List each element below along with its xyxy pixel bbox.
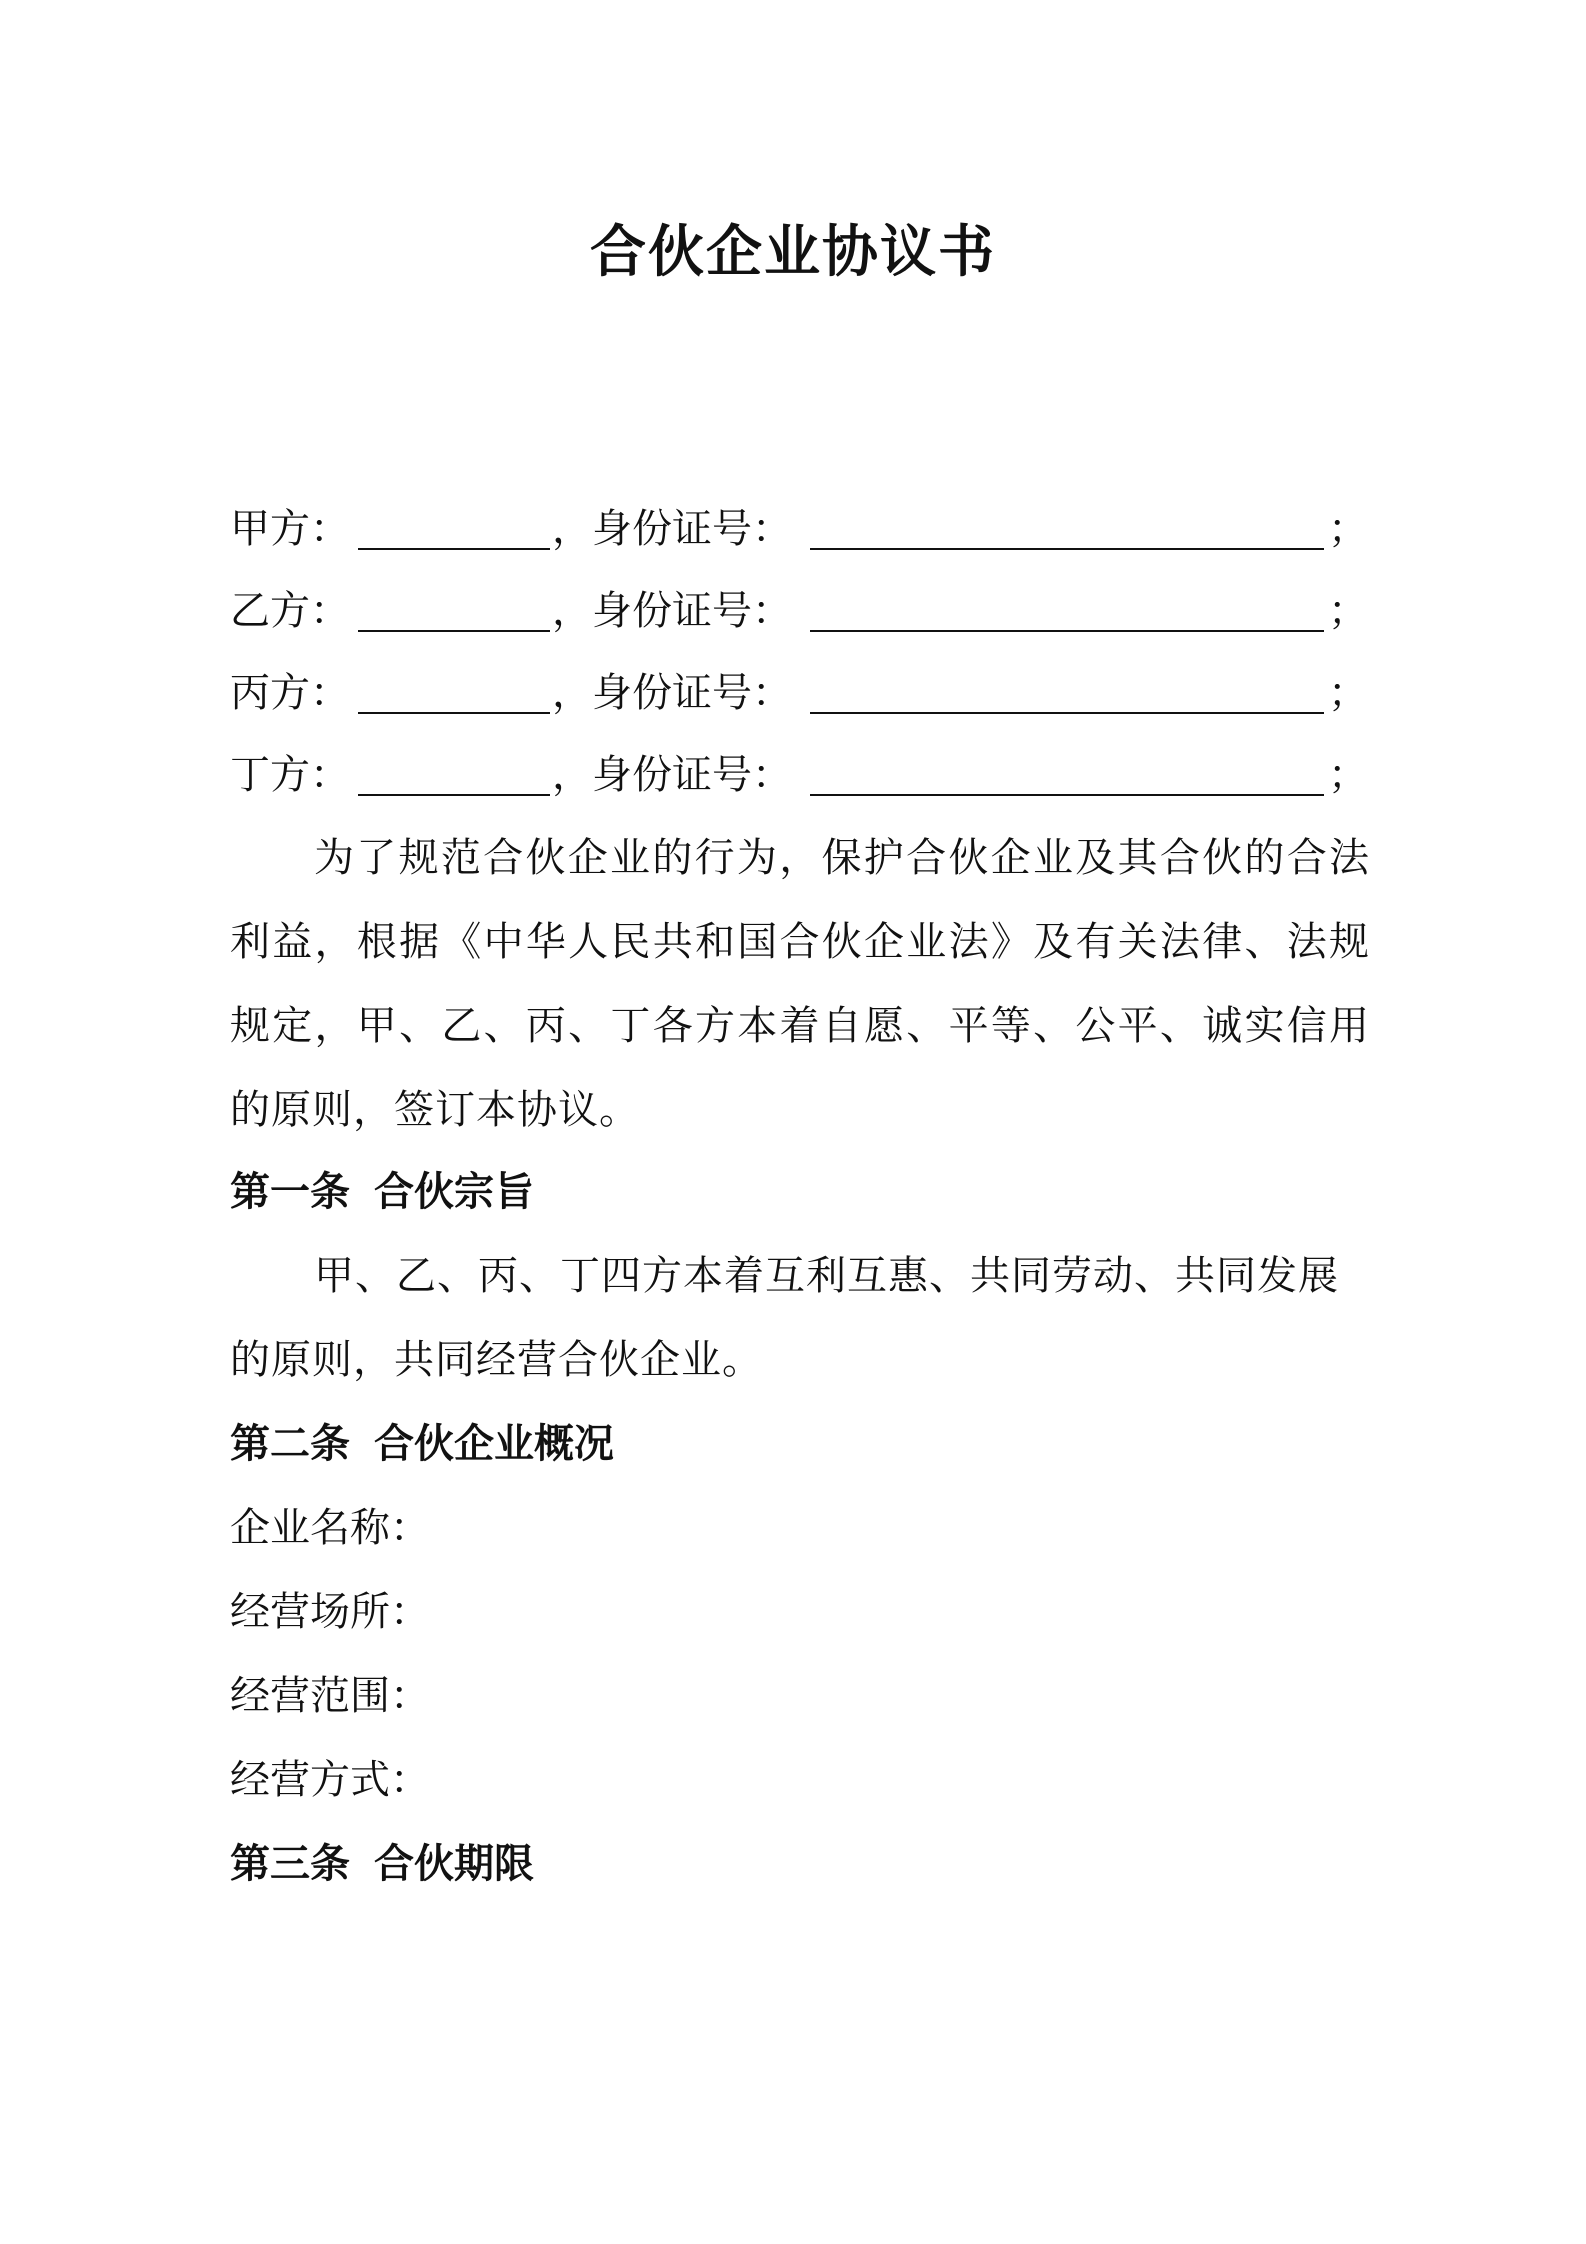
party-comma: ， (552, 670, 592, 716)
party-id-label: 身份证号： (592, 588, 792, 634)
party-id-blank (810, 712, 1324, 714)
field-business-scope: 经营范围： (230, 1673, 430, 1719)
party-comma: ， (552, 752, 592, 798)
field-business-location: 经营场所： (230, 1589, 430, 1635)
party-name-blank (358, 794, 550, 796)
party-row-b (230, 576, 1370, 646)
party-id-label: 身份证号： (592, 670, 792, 716)
article-1-body: 甲、乙、丙、丁四方本着互利互惠、共同劳动、共同发展的原则，共同经营合伙企业。 (230, 1253, 1339, 1383)
article-title: 合伙宗旨 (374, 1169, 534, 1215)
party-comma: ， (552, 588, 592, 634)
party-id-blank (810, 630, 1324, 632)
party-id-label: 身份证号： (592, 506, 792, 552)
party-label: 丁方： (230, 752, 350, 798)
article-title: 合伙企业概况 (374, 1421, 614, 1467)
party-label: 甲方： (230, 506, 350, 552)
party-comma: ， (552, 506, 592, 552)
party-row-a (230, 494, 1370, 564)
party-label: 乙方： (230, 588, 350, 634)
party-name-blank (358, 548, 550, 550)
article-3-heading (230, 1822, 534, 1906)
party-label: 丙方： (230, 670, 350, 716)
party-id-label: 身份证号： (592, 752, 792, 798)
party-row-d (230, 740, 1370, 810)
party-semicolon: ； (1328, 752, 1368, 798)
preamble-paragraph: 为了规范合伙企业的行为，保护合伙企业及其合伙的合法利益，根据《中华人民共和国合伙企业法》及有关法律、法规规定，甲、乙、丙、丁各方本着自愿、平等、公平、诚实信用的原则，签订本协议。 (230, 835, 1370, 1133)
article-number: 第三条 (230, 1841, 350, 1887)
field-company-name: 企业名称： (230, 1505, 430, 1551)
document-title: 合伙企业协议书 (590, 220, 996, 285)
article-1-heading (230, 1150, 534, 1234)
field-business-mode: 经营方式： (230, 1757, 430, 1803)
party-row-c (230, 658, 1370, 728)
party-name-blank (358, 630, 550, 632)
party-id-blank (810, 794, 1324, 796)
article-title: 合伙期限 (374, 1841, 534, 1887)
article-number: 第一条 (230, 1169, 350, 1215)
party-semicolon: ； (1328, 506, 1368, 552)
article-number: 第二条 (230, 1421, 350, 1467)
article-2-heading (230, 1402, 614, 1486)
party-name-blank (358, 712, 550, 714)
party-semicolon: ； (1328, 588, 1368, 634)
party-id-blank (810, 548, 1324, 550)
party-semicolon: ； (1328, 670, 1368, 716)
